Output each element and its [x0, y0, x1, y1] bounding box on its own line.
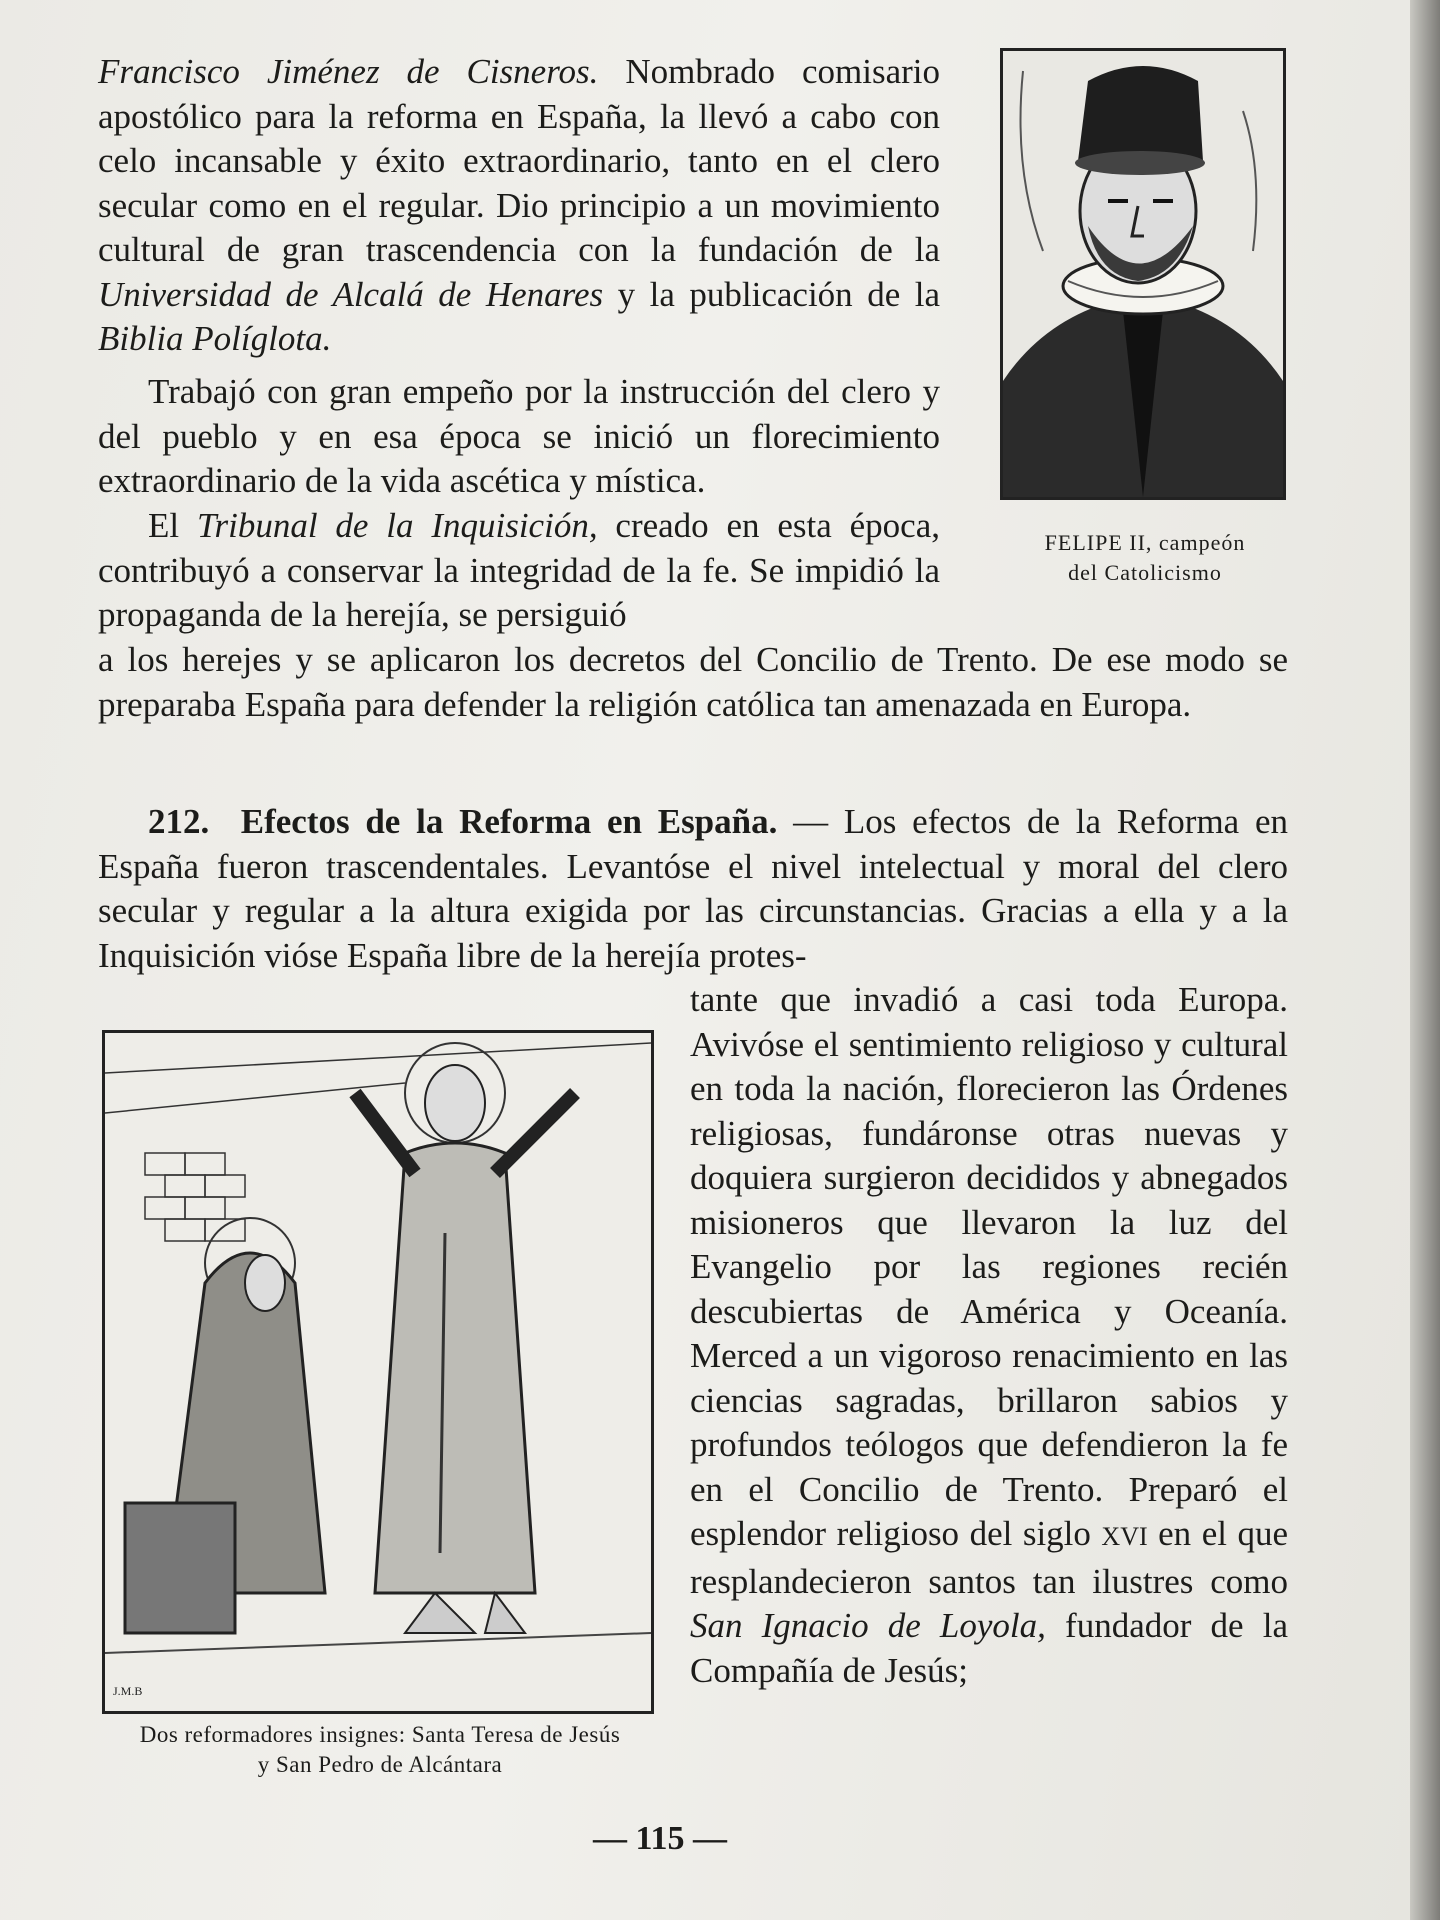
section-212-column: tante que invadió a casi toda Europa. Avivóse el sentimiento religioso y cultural en toda la nación, florecieron las Órdenes religiosas, fundáronse otras nuevas y doquiera surgieron decididos y abnegados misioneros que llevaron la luz del Evangelio por las regiones recién descubiertas de América y Oceanía. Merced a un vigoroso renacimiento en las ciencias sagradas, brillaron sabios y profundos teólogos que defendieron la fe en el Concilio de Trento. Preparó el esplendor religioso del siglo XVI en el que resplandecieron santos tan ilustres como San Ignacio de Loyola, fundador de la Compañía de Jesús; [690, 980, 1288, 1690]
university-name: Universidad de Alcalá de Henares [98, 274, 604, 314]
paragraph-cisneros: Francisco Jiménez de Cisneros. Nombrado comisario apostólico para la reforma en España, la llevó a cabo con celo incansable y éxito extraordinario, tanto en el clero secular como en el regular. Dio principio a un movimiento cultural de gran trascendencia con la fundación de la Universidad de Alcalá de Henares y la publicación de la Biblia Políglota. [98, 52, 940, 358]
tribunal-name: Tribunal de la Inquisición, [196, 506, 598, 545]
caption-felipe: FELIPE II, campeón del Catolicismo [1044, 530, 1246, 585]
page-number: — 115 — [592, 1820, 728, 1857]
page-edge-shadow [1410, 0, 1440, 1920]
artist-signature: J.M.B [113, 1684, 143, 1698]
saint-ignacio: San Ignacio de Loyola, [690, 1606, 1046, 1645]
name-cisneros: Francisco Jiménez de Cisneros. [98, 52, 599, 91]
portrait-felipe-ii [1000, 48, 1286, 500]
century-numeral: XVI [1101, 1522, 1148, 1551]
paragraph-inquisicion-cont: a los herejes y se aplicaron los decretos del Concilio de Trento. De ese modo se preparaba España para defender la religión católica tan amenazada en Europa. [98, 640, 1288, 724]
section-212-intro: 212. Efectos de la Reforma en España. — Los efectos de la Reforma en España fueron trascendentales. Levantóse el nivel intelectual y moral del clero secular y regular a la altura exigida por las circunstancias. Gracias a ella y a la Inquisición vióse España libre de la herejía protes- [98, 802, 1288, 975]
paragraph-instruccion: Trabajó con gran empeño por la instrucción del clero y del pueblo y en esa época se inició un florecimiento extraordinario de la vida ascética y mística. [98, 372, 940, 500]
illustration-two-saints [102, 1030, 654, 1714]
bible-name: Biblia Políglota. [98, 319, 332, 358]
section-heading: Efectos de la Reforma en España. [240, 802, 778, 841]
paragraph-inquisicion: El Tribunal de la Inquisición, creado en esta época, contribuyó a conservar la integridad de la fe. Se impidió la propaganda de la herejía, se persiguió [98, 506, 940, 634]
caption-saints: Dos reformadores insignes: Santa Teresa de Jesús y San Pedro de Alcántara [139, 1722, 621, 1777]
section-number: 212. [148, 802, 210, 841]
